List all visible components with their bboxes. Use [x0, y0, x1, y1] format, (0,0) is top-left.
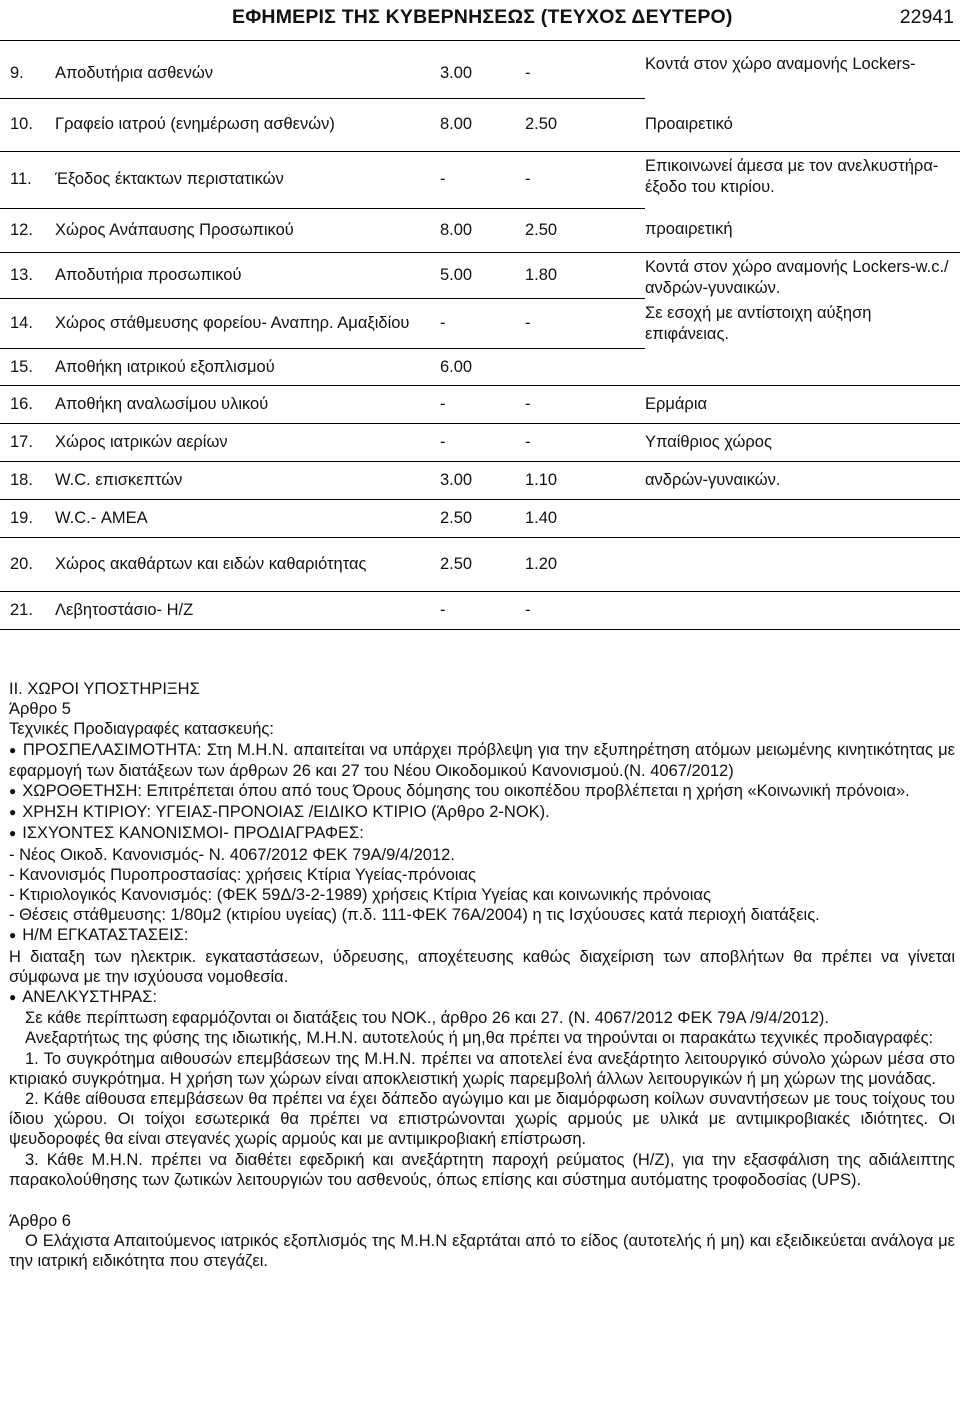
regulation-item: - Θέσεις στάθμευσης: 1/80μ2 (κτιρίου υγείας) (π.δ. 111-ΦΕΚ 76Α/2004) η τις Ισχύουσες κατά περιοχή διατάξεις. — [9, 906, 820, 925]
regulation-item: - Κανονισμός Πυροπροστασίας: χρήσεις Κτίρια Υγείας-πρόνοιας — [9, 865, 476, 884]
value-a: - — [440, 592, 525, 630]
space-name: Χώρος ακαθάρτων και ειδών καθαριότητας — [55, 538, 440, 592]
value-a: 8.00 — [440, 98, 525, 151]
space-name: Γραφείο ιατρού (ενημέρωση ασθενών) — [55, 98, 440, 151]
location-paragraph: ● ΧΩΡΟΘΕΤΗΣΗ: Επιτρέπεται όπου από τους Όρους δόμησης του οικοπέδου προβλέπεται η χρήση «Κοινωνική πρόνοια». — [9, 781, 955, 802]
value-b: - — [525, 151, 645, 208]
value-b: - — [525, 386, 645, 424]
value-a: 2.50 — [440, 538, 525, 592]
row-number: 21. — [0, 592, 55, 630]
row-number: 20. — [0, 538, 55, 592]
value-a: - — [440, 386, 525, 424]
remark: Προαιρετικό — [645, 98, 960, 151]
space-name: Αποθήκη αναλωσίμου υλικού — [55, 386, 440, 424]
value-a: - — [440, 424, 525, 462]
value-a: 6.00 — [440, 349, 525, 386]
table-row — [0, 349, 960, 386]
table-row — [0, 208, 960, 252]
row-number: 9. — [0, 50, 55, 98]
remark: ανδρών-γυναικών. — [645, 462, 960, 500]
article-6-text: Ο Ελάχιστα Απαιτούμενος ιατρικός εξοπλισμός της Μ.Η.Ν εξαρτάται από το είδος (αυτοτελής ή μη) και εξειδικεύεται ανάλογα με την ιατρική ειδικότητα που στεγάζει. — [9, 1232, 955, 1271]
em-installations-text: Η διαταξη των ηλεκτρικ. εγκαταστάσεων, ύδρευσης, αποχέτευσης καθώς διαχείριση των αποβλήτων θα πρέπει να γίνεται σύμφωνα με την ισχύουσα νομοθεσία. — [9, 947, 955, 986]
value-b: - — [525, 299, 645, 349]
value-a: 3.00 — [440, 462, 525, 500]
value-a: - — [440, 151, 525, 208]
space-name: Χώρος ιατρικών αερίων — [55, 424, 440, 462]
remark: Κοντά στον χώρο αναμονής Lockers-w.c./ανδρών-γυναικών. — [645, 257, 949, 297]
section-heading: ΙΙ. ΧΩΡΟΙ ΥΠΟΣΤΗΡΙΞΗΣ — [9, 680, 200, 698]
remark — [645, 592, 960, 630]
remark: Σε εσοχή με αντίστοιχη αύξηση επιφάνειας. — [645, 303, 872, 343]
space-name: Αποθήκη ιατρικού εξοπλισμού — [55, 349, 440, 386]
value-a: 8.00 — [440, 208, 525, 252]
row-number: 19. — [0, 500, 55, 538]
elevator-heading: ● ΑΝΕΛΚΥΣΤΗΡΑΣ: — [9, 987, 955, 1008]
space-name: Έξοδος έκτακτων περιστατικών — [55, 151, 440, 208]
remark: Κοντά στον χώρο αναμονής Lockers- — [645, 55, 916, 73]
row-number: 16. — [0, 386, 55, 424]
article-5-heading: Άρθρο 5 — [9, 700, 71, 719]
row-number: 13. — [0, 252, 55, 299]
page-header — [0, 0, 960, 41]
remark — [645, 349, 960, 386]
regulations-heading: ● ΙΣΧΥΟΝΤΕΣ ΚΑΝΟΝΙΣΜΟΙ- ΠΡΟΔΙΑΓΡΑΦΕΣ: — [9, 823, 955, 844]
table-row — [0, 538, 960, 592]
table-row — [0, 299, 960, 349]
article-6-heading: Άρθρο 6 — [9, 1212, 71, 1231]
table-row — [0, 462, 960, 500]
table-row — [0, 151, 960, 208]
table-row — [0, 500, 960, 538]
spec-item-2: 2. Κάθε αίθουσα επεμβάσεων θα πρέπει να έχει δάπεδο αγώγιμο και με διαμόρφωση κοίλων συναντήσεων με τους τοίχους του ίδιου χώρου. Οι τοίχοι εσωτερικά θα πρέπει να επιστρώνονται χωρίς αρμούς με υλικά με αντιμικροβιακές ιδιότητες. Οι ψευδοροφές θα είναι στεγανές χωρίς αρμούς και με αντιμικροβιακή επίστρωση. — [9, 1090, 955, 1149]
value-b: 1.40 — [525, 500, 645, 538]
space-name: W.C.- ΑΜΕΑ — [55, 500, 440, 538]
remark: Επικοινωνεί άμεσα με τον ανελκυστήρα-έξοδο του κτιρίου. — [645, 156, 939, 196]
remark — [645, 538, 960, 592]
regulation-item: - Κτιριολογικός Κανονισμός: (ΦΕΚ 59Δ/3-2-1989) χρήσεις Κτίρια Υγείας και κοινωνικής πρόνοιας — [9, 886, 711, 905]
row-number: 10. — [0, 98, 55, 151]
value-b: 1.10 — [525, 462, 645, 500]
value-b: 1.80 — [525, 252, 645, 299]
spaces-table — [0, 50, 960, 630]
value-b: 2.50 — [525, 208, 645, 252]
space-name: Χώρος στάθμευσης φορείου- Αναπηρ. Αμαξιδίου — [55, 299, 440, 349]
table-row — [0, 252, 960, 299]
space-name: Λεβητοστάσιο- Η/Ζ — [55, 592, 440, 630]
space-name: Αποδυτήρια ασθενών — [55, 50, 440, 98]
regulation-item: - Νέος Οικοδ. Κανονισμός- Ν. 4067/2012 ΦΕΚ 79Α/9/4/2012. — [9, 845, 455, 864]
remark: προαιρετική — [645, 208, 960, 252]
value-a: 5.00 — [440, 252, 525, 299]
value-b: 2.50 — [525, 98, 645, 151]
remark: Υπαίθριος χώρος — [645, 424, 960, 462]
value-b: - — [525, 424, 645, 462]
row-number: 17. — [0, 424, 55, 462]
page-number: 22941 — [899, 6, 954, 28]
remark: Ερμάρια — [645, 386, 960, 424]
building-use-paragraph: ● ΧΡΗΣΗ ΚΤΙΡΙΟΥ: ΥΓΕΙΑΣ-ΠΡΟΝΟΙΑΣ /ΕΙΔΙΚΟ ΚΤΙΡΙΟ (Άρθρο 2-ΝΟΚ). — [9, 802, 955, 823]
row-number: 12. — [0, 208, 55, 252]
value-b: 1.20 — [525, 538, 645, 592]
spec-item-1: 1. Το συγκρότημα αιθουσών επεμβάσεων της Μ.Η.Ν. πρέπει να αποτελεί ένα ανεξάρτητο λειτουργικό σύνολο χώρων μέσα στο κτιριακό συγκρότημα. Η χρήση των χώρων είναι αποκλειστική χωρίς παρεμβολή άλλων λειτουργικών ή μη χώρων της μονάδας. — [9, 1049, 955, 1088]
row-number: 11. — [0, 151, 55, 208]
space-name: Αποδυτήρια προσωπικού — [55, 252, 440, 299]
row-number: 15. — [0, 349, 55, 386]
table-row — [0, 50, 960, 98]
remark — [645, 500, 960, 538]
value-b — [525, 349, 645, 386]
value-a: 2.50 — [440, 500, 525, 538]
independence-paragraph: Ανεξαρτήτως της φύσης της ιδιωτικής, Μ.Η.Ν. αυτοτελούς ή μη,θα πρέπει να τηρούνται οι παρακάτω τεχνικές προδιαγραφές: — [25, 1029, 934, 1048]
value-a: 3.00 — [440, 50, 525, 98]
value-b: - — [525, 50, 645, 98]
technical-specs-subheading: Τεχνικές Προδιαγραφές κατασκευής: — [9, 720, 274, 739]
table-row — [0, 592, 960, 630]
em-installations-heading: ● Η/Μ ΕΓΚΑΤΑΣΤΑΣΕΙΣ: — [9, 925, 955, 946]
space-name: W.C. επισκεπτών — [55, 462, 440, 500]
table-row — [0, 386, 960, 424]
space-name: Χώρος Ανάπαυσης Προσωπικού — [55, 208, 440, 252]
elevator-text: Σε κάθε περίπτωση εφαρμόζονται οι διατάξεις του ΝΟΚ., άρθρο 26 και 27. (Ν. 4067/2012 ΦΕΚ 79Α /9/4/2012). — [25, 1009, 830, 1028]
accessibility-paragraph: ● ΠΡΟΣΠΕΛΑΣΙΜΟΤΗΤΑ: Στη Μ.Η.Ν. απαιτείται να υπάρχει πρόβλεψη για την εξυπηρέτηση ατόμων μειωμένης κινητικότητας με εφαρμογή των διατάξεων των άρθρων 26 και 27 του Νέου Οικοδομικού Κανονισμού.(Ν. 4067/2012) — [9, 740, 955, 781]
support-spaces-section — [9, 679, 955, 1272]
gazette-title: ΕΦΗΜΕΡΙΣ ΤΗΣ ΚΥΒΕΡΝΗΣΕΩΣ (ΤΕΥΧΟΣ ΔΕΥΤΕΡΟ) — [232, 6, 733, 28]
value-a: - — [440, 299, 525, 349]
row-number: 18. — [0, 462, 55, 500]
table-row — [0, 98, 960, 151]
spec-item-3: 3. Κάθε Μ.Η.Ν. πρέπει να διαθέτει εφεδρική και ανεξάρτητη παροχή ρεύματος (Η/Ζ), για την εξασφάλιση της αδιάλειπτης παρακολούθησης των ζωτικών λειτουργιών του ασθενούς, όπως επίσης και σύστημα αυτόματης τροφοδοσίας (UPS). — [9, 1150, 955, 1189]
row-number: 14. — [0, 299, 55, 349]
value-b: - — [525, 592, 645, 630]
table-row — [0, 424, 960, 462]
